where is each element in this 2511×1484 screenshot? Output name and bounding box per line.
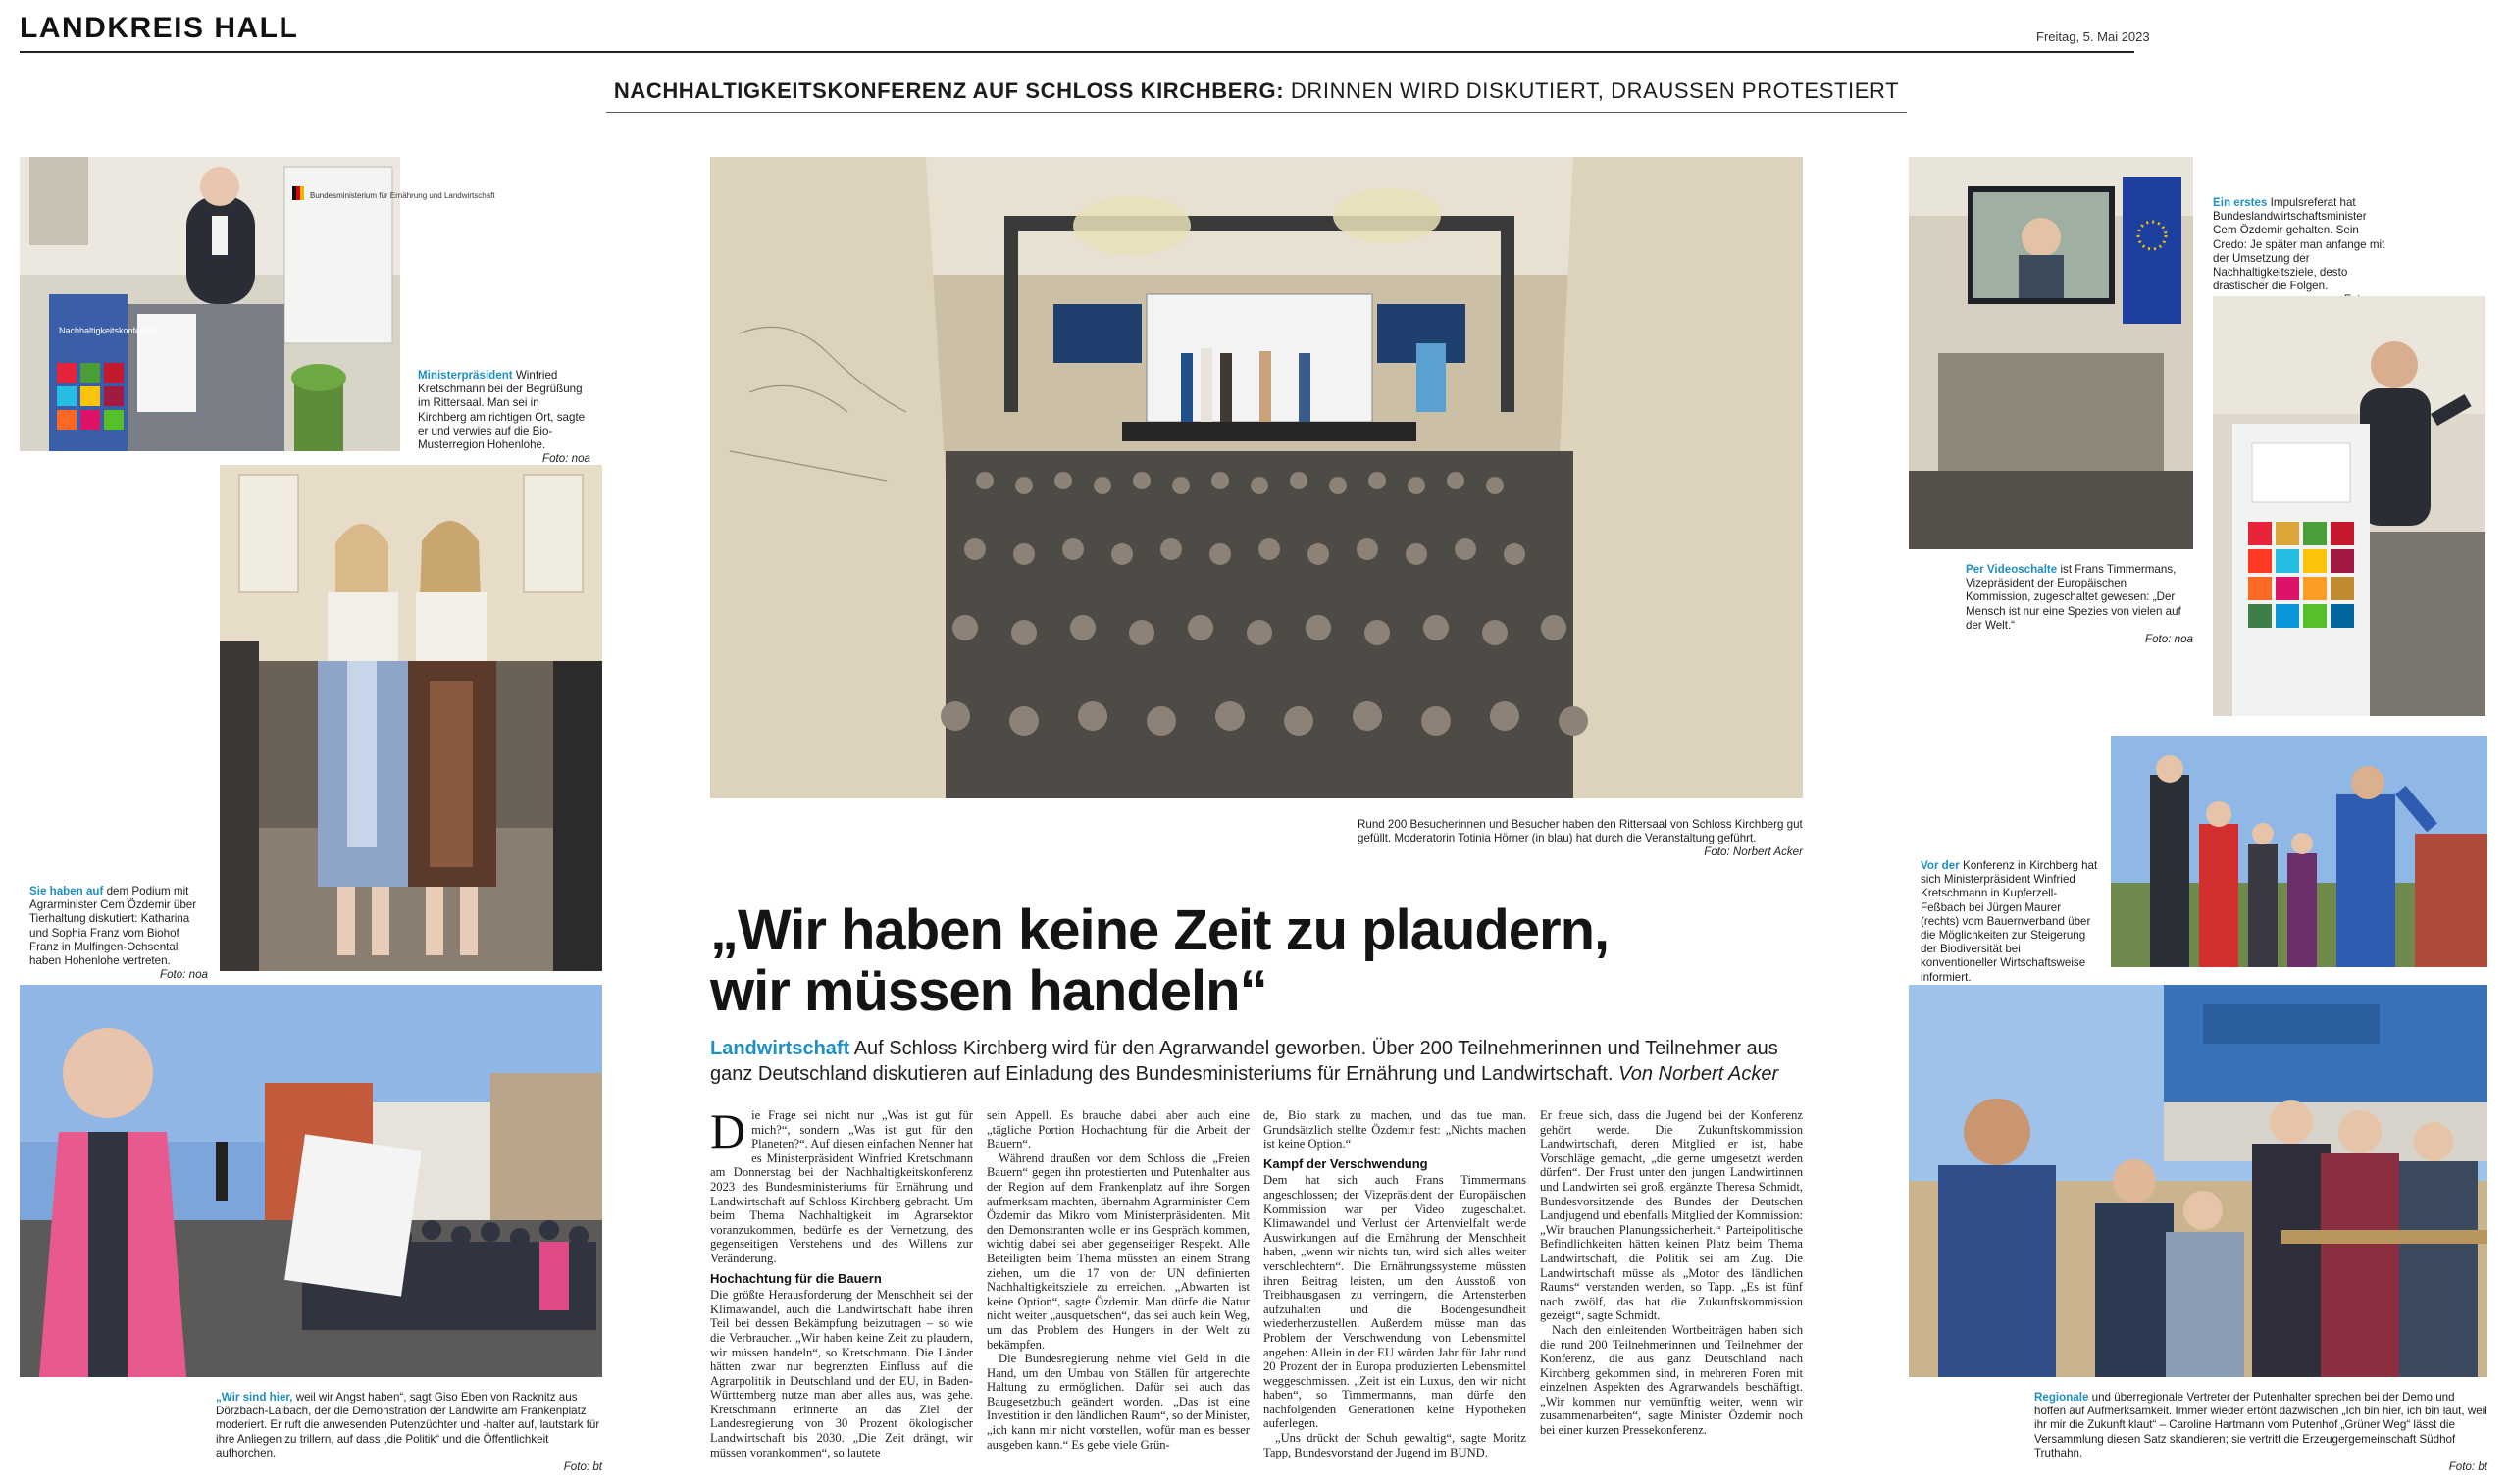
caption-putenhalter: [2034, 1391, 2487, 1474]
photo-credit: Foto: Norbert Acker: [1704, 845, 1803, 859]
photo-credit: Foto: noa: [542, 452, 590, 466]
caption-lead: Per Videoschalte: [1966, 563, 2058, 576]
kicker-bold: NACHHALTIGKEITSKONFERENZ AUF SCHLOSS KIRCHBERG:: [613, 78, 1285, 103]
caption-franz-sisters: [29, 885, 208, 982]
article-paragraph: Während draußen vor dem Schloss die „Freien Bauern“ gegen ihn protestierten und Putenhalter aus der Region auf dem Frankenplatz auf ihre Sorgen aufmerksam machten, übernahm Agrarminister Cem Özdemir das Mikro vom Ministerpräsidenten. Mit den Demonstranten wolle er ins Gespräch kommen, wichtig dabei sei aber gegenseitiger Respekt. Alle Beteiligten beim Thema müssten an einem Strang ziehen, um die 17 von der UN definierten Nachhaltigkeitsziele zu erreichen. „Abwarten ist keine Option“, sagte Özdemir. Man dürfe die Natur nicht weiter „ausquetschen“, das sei auch kein Weg, um das Problem des Hungers in der Welt zu bekämpfen.: [987, 1151, 1250, 1352]
kicker-rule: [606, 112, 1907, 113]
caption-lead: Sie haben auf: [29, 885, 104, 897]
photo-credit: Foto: bt: [2448, 1460, 2487, 1474]
caption-oezdemir: [2213, 196, 2391, 308]
subheading: Kampf der Verschwendung: [1263, 1155, 1428, 1171]
caption-text: Winfried Kretschmann bei der Begrüßung im Rittersaal. Man sei in Kirchberg am richtigen Ort, sagte er und verwies auf die Bio-Musterregion Hohenlohe.: [418, 369, 586, 452]
caption-text: Rund 200 Besucherinnen und Besucher haben den Rittersaal von Schloss Kirchberg gut gefüllt. Moderatorin Totinia Hörner (in blau) hat durch die Veranstaltung geführt.: [1358, 818, 1803, 845]
article-paragraph: Dem hat sich auch Frans Timmermans angeschlossen; der Vizepräsident der Europäischen Kommission war per Video zugeschaltet. Klimawandel und Verlust der Artenvielfalt werde Auswirkungen auf die Ernährung der Menschheit haben, „wenn wir nichts tun, wird sich alles weiter verschlechtern“. Die Ernährungssysteme müssten ihren Beitrag leisten, um den Ausstoß von Treibhausgasen zu verringern, die Artensterben aufzuhalten und die Bodengesundheit wiederherzustellen. Außerdem müsse man das Problem der Verschwendung von Lebensmittel angehen: Allein in der EU würden Jahr für Jahr rund 20 Prozent der in Europa produzierten Lebensmittel weggeschmissen. „Zeit ist ein Luxus, den wir nicht haben“, so Timmermanns, man dürfe den nachfolgenden Generationen keine Hypotheken auferlegen.: [1263, 1173, 1526, 1431]
photo-credit: Foto: noa: [2145, 633, 2193, 646]
caption-lead: Vor der: [1921, 859, 1960, 872]
teaser-author: Von Norbert Acker: [1618, 1063, 1779, 1085]
article-paragraph: [710, 1103, 973, 1266]
article-column-2: [987, 1108, 1250, 1452]
article-paragraph: Nach den einleitenden Wortbeiträgen haben sich die rund 200 Teilnehmerinnen und Teilnehmer der Konferenz, die aus ganz Deutschland nach Kirchberg gekommen sind, in mehreren Foren mit einzelnen Aspekten des Agrarwandels beschäftigt. „Wir kommen nur vernünftig weiter, wenn wir zusammenarbeiten“, sagte Minister Özdemir noch bei einer kurzen Pressekonferenz.: [1540, 1322, 1803, 1438]
article-column-1: [710, 1103, 973, 1459]
dropcap: D: [710, 1103, 746, 1158]
article-column-4: [1540, 1108, 1803, 1438]
issue-date: Freitag, 5. Mai 2023: [2036, 29, 2150, 44]
photo-credit: Foto: noa: [160, 968, 208, 982]
photo-kupferzell-visit: [2111, 736, 2487, 967]
banner-text: Nachhaltigkeitskonferenz: [59, 326, 158, 335]
article-column-3: [1263, 1108, 1526, 1459]
caption-demo-speaker: [216, 1391, 602, 1474]
caption-kupferzell: [1921, 859, 2099, 998]
photo-franz-sisters: [220, 465, 602, 971]
article-teaser: [710, 1036, 1799, 1087]
photo-rittersaal-main: [710, 157, 1803, 798]
paragraph-text: ie Frage sei nicht nur „Was ist gut für mich?“, sondern „Was ist gut für den Planeten?“. Auf diesen einfachen Nenner hat es Ministerpräsident Winfried Kretschmann am Donnerstag bei der Nachhaltigkeitskonferenz 2023 des Bundesministeriums für Ernährung und Landwirtschaft auf Schloss Kirchberg gebracht. Um beim Thema Nachhaltigkeit im Agrarsektor voranzukommen, bedürfe es der Vernetzung, des gegenseitigen Verstehens und des Willens zur Veränderung.: [710, 1108, 973, 1265]
caption-lead: Regionale: [2034, 1391, 2089, 1404]
article-paragraph: Die größte Herausforderung der Menschheit sei der Klimawandel, auch die Landwirtschaft habe ihren Teil bei dessen Bekämpfung beizutragen – so wie die Verbraucher. „Wir haben keine Zeit zu plaudern, wir müssen handeln“, so Kretschmann. Die Länder hätten zwar nur begrenzten Einfluss auf die Agrarpolitik in Deutschland und der EU, in Baden-Württemberg nutze man aber alles aus, was gehe. Kretschmann erinnerte an das Ziel der Landesregierung von 30 Prozent ökologischer Landwirtschaft bis 2030. „Die Zeit drängt, wir müssen vorankommen“, so lautete: [710, 1288, 973, 1459]
section-title: LANDKREIS HALL: [20, 12, 299, 44]
caption-lead: Ein erstes: [2213, 196, 2268, 209]
caption-timmermans: [1966, 563, 2193, 646]
article-headline: [710, 900, 1809, 1022]
caption-lead: Ministerpräsident: [418, 369, 513, 382]
teaser-text: Auf Schloss Kirchberg wird für den Agrarwandel geworben. Über 200 Teilnehmerinnen und Teilnehmer aus ganz Deutschland diskutieren auf Einladung des Bundesministeriums für Ernährung und Landwirtschaft.: [710, 1038, 1778, 1085]
caption-text: Impulsreferat hat Bundeslandwirtschaftsminister Cem Özdemir gehalten. Sein Credo: Je später man anfange mit der Umsetzung der Nachhaltigkeitsziele, desto drastischer die Folgen.: [2213, 196, 2385, 293]
header-rule: [20, 51, 2134, 53]
article-paragraph: de, Bio stark zu machen, und das tue man. Grundsätzlich stellte Özdemir fest: „Nichts machen ist keine Option.“: [1263, 1108, 1526, 1151]
photo-oezdemir-podium: [2213, 296, 2485, 716]
headline-line-2: wir müssen handeln“: [710, 959, 1267, 1023]
headline-line-1: „Wir haben keine Zeit zu plaudern,: [710, 898, 1610, 962]
article-paragraph: sein Appell. Es brauche dabei aber auch eine „tägliche Portion Hochachtung für die Arbeit der Bauern“.: [987, 1108, 1250, 1151]
caption-text: ist Frans Timmermans, Vizepräsident der Europäischen Kommission, zugeschaltet gewesen: „Der Mensch ist nur eine Spezies von vielen auf der Welt.“: [1966, 563, 2181, 632]
caption-text: weil wir Angst haben“, sagt Giso Eben von Racknitz aus Dörzbach-Laibach, der die Demonstration der Landwirte am Frankenplatz moderiert. Er ruft die anwesenden Putenzüchter und -halter auf, lautstark für ihre Anliegen zu trillern, auf dass „die Politik“ und die Öffentlichkeit aufhorchen.: [216, 1391, 600, 1459]
teaser-lead: Landwirtschaft: [710, 1038, 850, 1059]
caption-kretschmann: [418, 369, 590, 466]
photo-putenhalter-demo: [1909, 985, 2487, 1377]
article-paragraph: Die Bundesregierung nehme viel Geld in die Hand, um den Umbau von Ställen für artgerechte Haltung zu ermöglichen. Dafür sei auch das Baugesetzbuch geändert worden. „Das ist eine Investition in den ländlichen Raum“, so der Minister, „ich kann mir nicht vorstellen, wofür man es besser ausgeben kann.“ Es gebe viele Grün-: [987, 1352, 1250, 1452]
article-paragraph: Er freue sich, dass die Jugend bei der Konferenz gehört werde. Die Zukunftskommission Landwirtschaft, deren Mitglied er ist, habe Vorschläge gemacht, „die gerne umgesetzt werden dürfen“. Der Frust unter den jungen Landwirtinnen und Landwirten sei groß, ergänzte Theresa Schmidt, Bundesvorsitzende des Bundes der Deutschen Landjugend und ebenfalls Mitglied der Kommission: „Wir brauchen Planungssicherheit.“ Parteipolitische Befindlichkeiten hätten keinen Platz beim Thema Landwirtschaft, die Politik sei am Zug. Die Landwirtschaft müsse als „Motor des ländlichen Raums“ verstanden werden, so Tapp. „Es ist fünf nach zwölf, das hat die Zukunftskommission gezeigt“, sagte Schmidt.: [1540, 1108, 1803, 1323]
caption-rittersaal: [1358, 818, 1803, 860]
ministry-sign-text: Bundesministerium für Ernährung und Landwirtschaft: [310, 191, 495, 200]
caption-text: dem Podium mit Agrarminister Cem Özdemir über Tierhaltung diskutiert: Katharina und Sophia Franz vom Biohof Franz in Mulfingen-Ochsental haben Hohenlohe vertreten.: [29, 885, 197, 968]
caption-lead: „Wir sind hier,: [216, 1391, 293, 1404]
caption-text: und überregionale Vertreter der Putenhalter sprechen bei der Demo und hoffen auf Aufmerksamkeit. Immer wieder ertönt dazwischen „Ich bin hier, ich bin laut, weil ihr mir die Zukunft klaut“ – Caroline Hartmann vom Putenhof „Grüner Weg“ lässt die Versammlung diesen Satz skandieren; sie vertritt die Erzeugergemeinschaft Südhof Truthahn.: [2034, 1391, 2487, 1459]
article-paragraph: „Uns drückt der Schuh gewaltig“, sagte Moritz Tapp, Bundesvorstand der Jugend im BUND.: [1263, 1431, 1526, 1459]
photo-timmermans-video: [1909, 157, 2193, 549]
caption-text: Konferenz in Kirchberg hat sich Ministerpräsident Winfried Kretschmann in Kupferzell-Feßbach bei Jürgen Maurer (rechts) vom Bauernverband über die Möglichkeiten zur Steigerung der Biodiversität bei konventioneller Wirtschaftsweise informiert.: [1921, 859, 2098, 984]
photo-demo-speaker: [20, 985, 602, 1377]
subheading: Hochachtung für die Bauern: [710, 1270, 882, 1286]
kicker-rest: DRINNEN WIRD DISKUTIERT, DRAUSSEN PROTESTIERT: [1284, 78, 1900, 103]
page-kicker: [606, 78, 1907, 104]
photo-credit: Foto: bt: [563, 1460, 602, 1474]
